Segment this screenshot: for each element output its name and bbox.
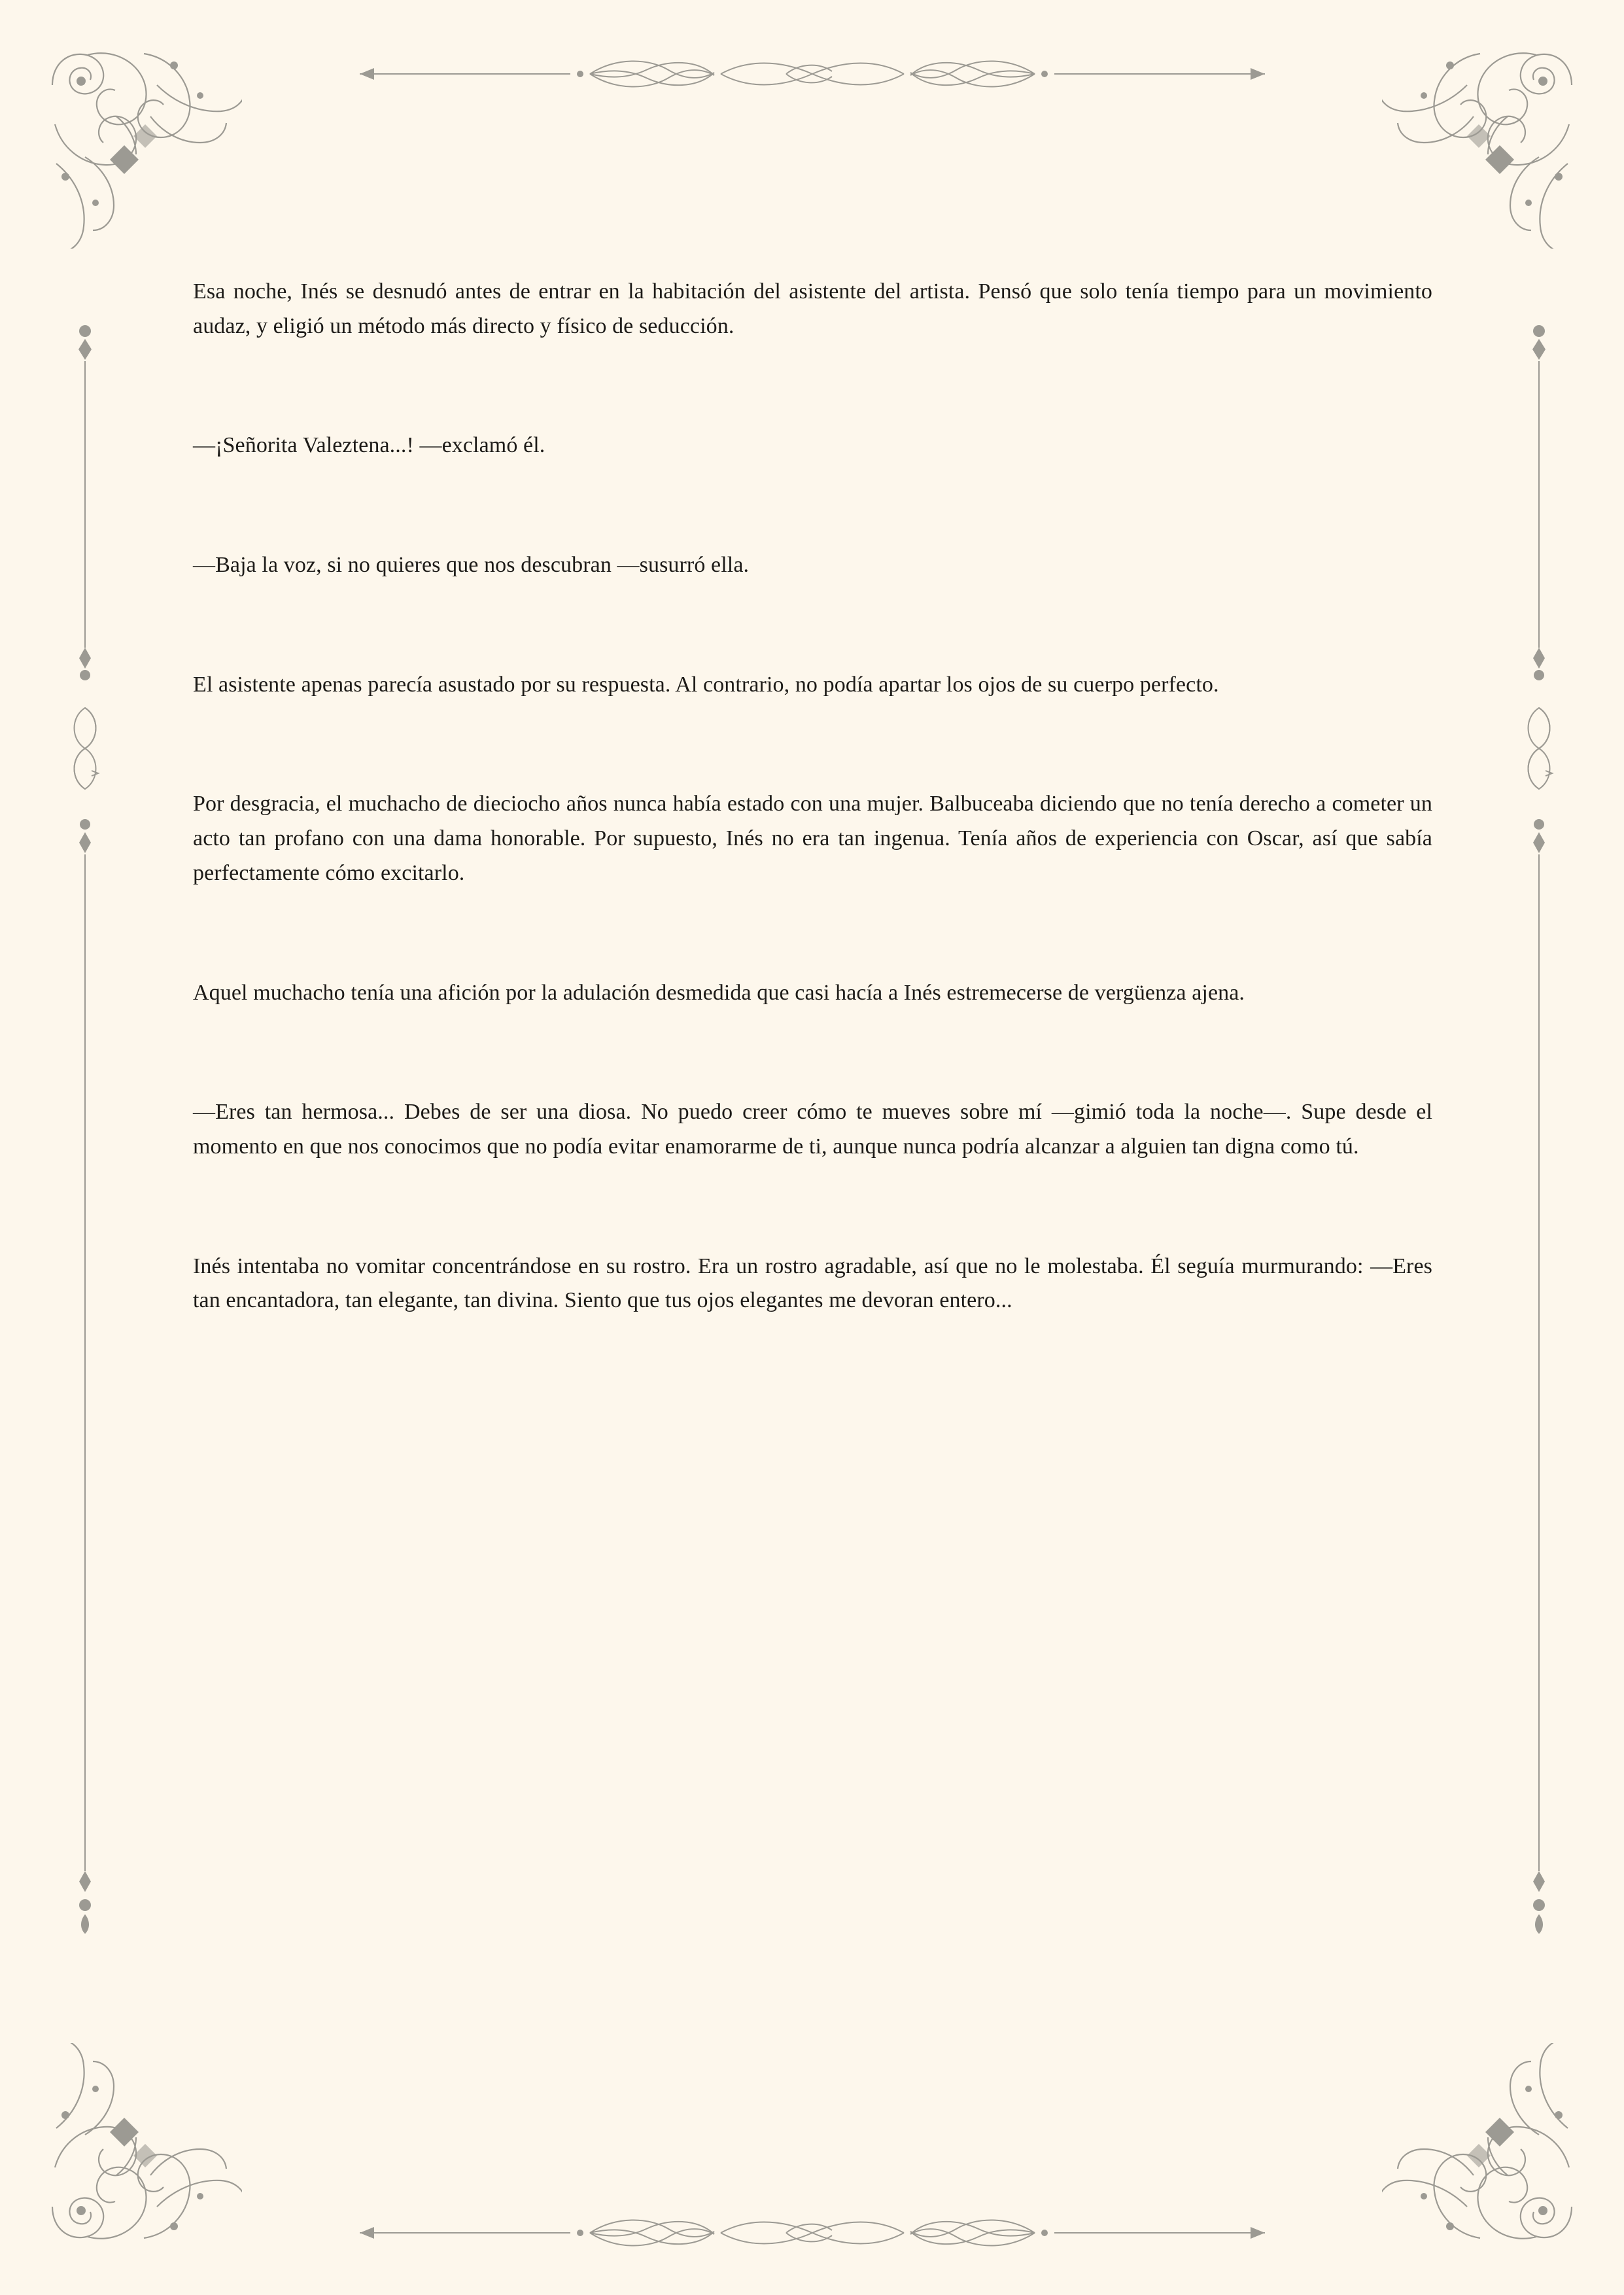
paragraph: —Baja la voz, si no quieres que nos descubran —susurró ella.	[193, 553, 750, 578]
paragraph: Inés intentaba no vomitar concentrándose en su rostro. Era un rostro agradable, así que no le molestaba. Él seguía murmurando: —Eres tan encantadora, tan elegante, tan divina. Siento que tus ojos elegantes me devoran entero...	[193, 1253, 1432, 1313]
paragraph: Aquel muchacho tenía una afición por la adulación desmedida que casi hacía a Inés estremecerse de vergüenza ajena.	[193, 980, 1245, 1005]
body-text	[193, 275, 1432, 1318]
vertical-rule-icon	[65, 307, 105, 1966]
filigree-corner-icon	[46, 46, 242, 252]
filigree-corner-icon	[46, 2043, 242, 2249]
paragraph: El asistente apenas parecía asustado por su respuesta. Al contrario, no podía apartar los ojos de su cuerpo perfecto.	[193, 672, 1219, 697]
flourish-divider-icon	[354, 2210, 1270, 2259]
paragraph: —¡Señorita Valeztena...! —exclamó él.	[193, 433, 545, 458]
filigree-corner-icon	[1382, 2043, 1578, 2249]
filigree-corner-icon	[1382, 46, 1578, 252]
paragraph: Por desgracia, el muchacho de dieciocho años nunca había estado con una mujer. Balbuceaba diciendo que no tenía derecho a cometer un acto tan profano con una dama honorable. Por supuesto, Inés no era tan ingenua. Tenía años de experiencia con Oscar, así que sabía perfectamente cómo excitarlo.	[193, 792, 1432, 885]
paragraph: Esa noche, Inés se desnudó antes de entrar en la habitación del asistente del artista. Pensó que solo tenía tiempo para un movimiento audaz, y eligió un método más directo y físico de seducción.	[193, 279, 1432, 338]
paragraph: —Eres tan hermosa... Debes de ser una diosa. No puedo creer cómo te mueves sobre mí —gimió toda la noche—. Supe desde el momento en que nos conocimos que no podía evitar enamorarme de ti, aunque nunca podría alcanzar a alguien tan digna como tú.	[193, 1100, 1432, 1159]
flourish-divider-icon	[354, 51, 1270, 100]
vertical-rule-icon	[1519, 307, 1559, 1966]
